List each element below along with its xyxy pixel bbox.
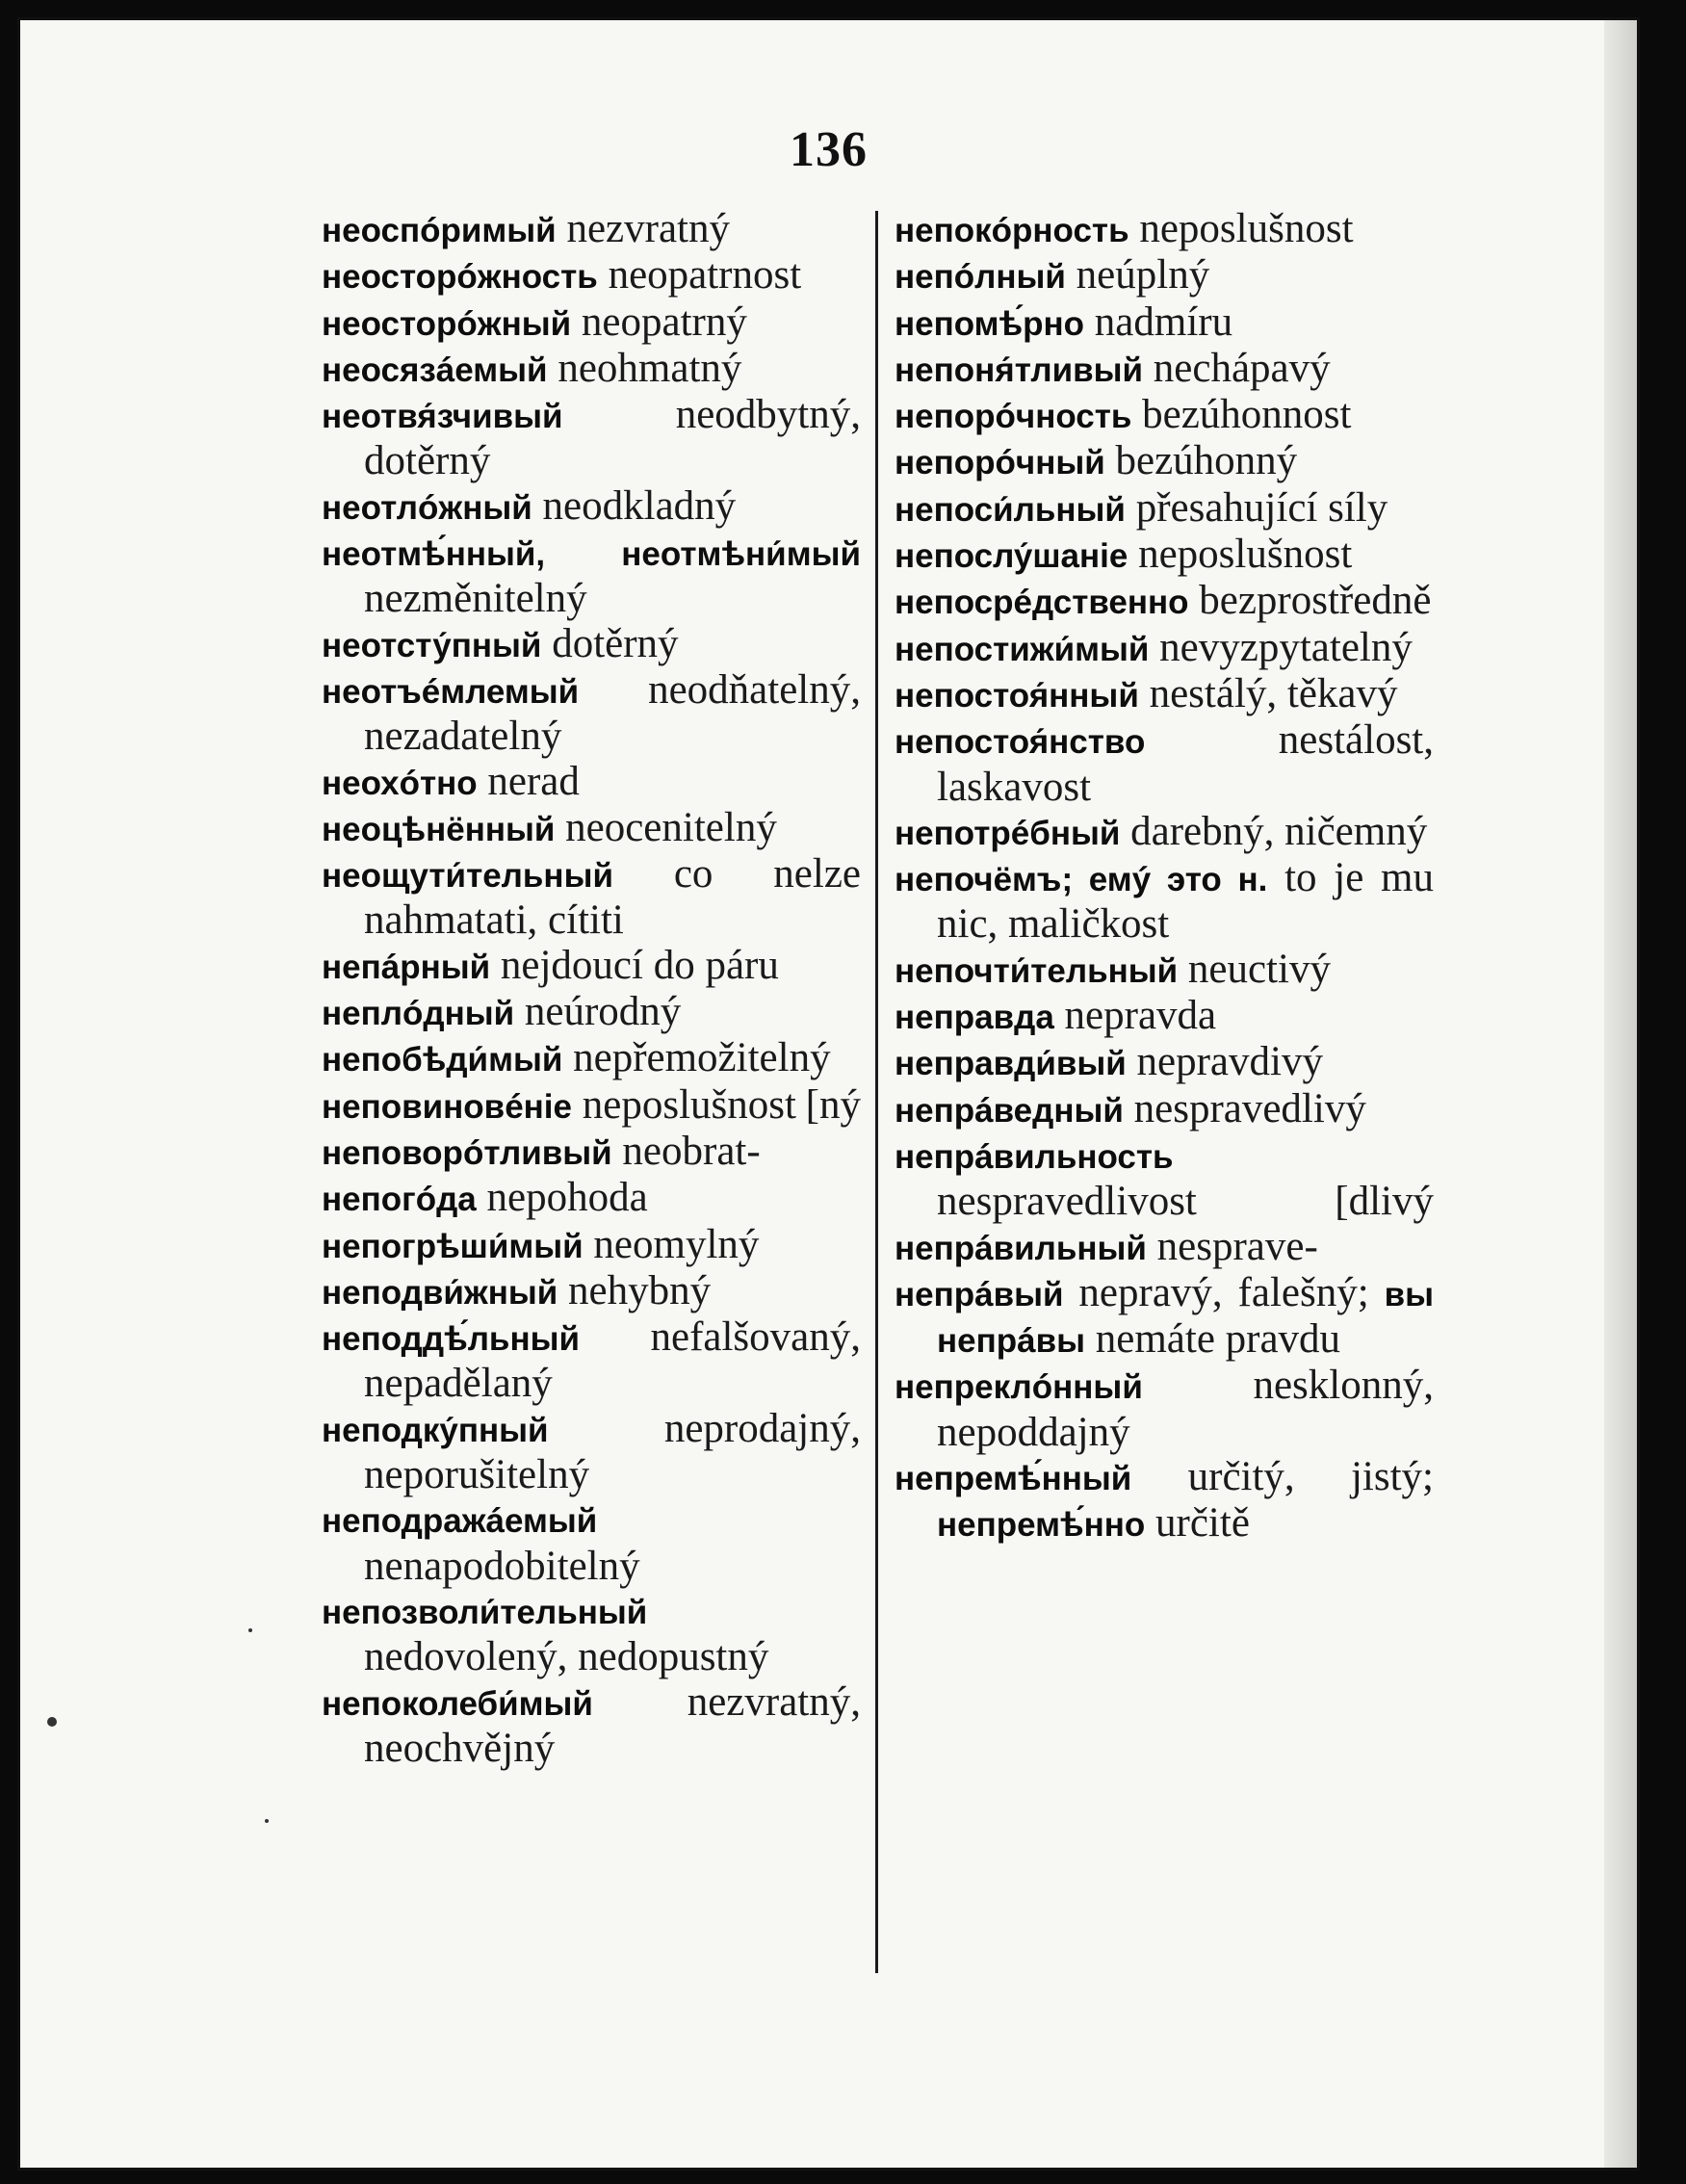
entry-definition: nezměnitelný bbox=[364, 576, 587, 622]
dictionary-entry bbox=[322, 1036, 861, 1082]
entry-headword: непрáвый bbox=[895, 1275, 1064, 1313]
entry-definition: dotěrný bbox=[552, 620, 679, 666]
dictionary-entry bbox=[322, 531, 861, 622]
dictionary-entry bbox=[895, 439, 1434, 485]
entry-headword: неосторóжность bbox=[322, 258, 598, 297]
dictionary-entry bbox=[322, 1497, 861, 1589]
entry-headword: непобѣди́мый bbox=[322, 1041, 563, 1079]
entry-headword: неотсту́пный bbox=[322, 626, 542, 664]
entry-headword: непрáвильный bbox=[895, 1229, 1147, 1267]
entry-headword: неотъéмлемый bbox=[322, 672, 580, 711]
entry-definition: nepohoda bbox=[486, 1175, 648, 1221]
entry-definition: neodňatelný, nezadatelný bbox=[364, 666, 861, 760]
dictionary-entry bbox=[322, 806, 861, 852]
dictionary-entry bbox=[322, 1083, 861, 1130]
entry-headword: непоколеби́мый bbox=[322, 1684, 593, 1723]
entry-headword: неосязáемый bbox=[322, 351, 548, 389]
entry-definition: nejdoucí do páru bbox=[500, 942, 779, 988]
entry-definition: neposlušnost bbox=[1138, 532, 1353, 578]
dictionary-entry bbox=[322, 1223, 861, 1269]
dictionary-entry bbox=[322, 760, 861, 806]
entry-headword: непогóда bbox=[322, 1181, 477, 1219]
entry-definition: nezvratný bbox=[566, 206, 730, 251]
dictionary-entry bbox=[322, 1407, 861, 1498]
entry-definition: neposlušnost bbox=[582, 1081, 796, 1128]
entry-definition: nehybný bbox=[568, 1267, 712, 1313]
entry-headword: непóлный bbox=[895, 258, 1066, 297]
entry-headword: неоспóримый bbox=[322, 212, 557, 249]
entry-definition: neposlušnost bbox=[1139, 206, 1354, 251]
dictionary-entry bbox=[322, 944, 861, 990]
entry-definition: nenapodobitelný bbox=[364, 1543, 640, 1589]
dictionary-entry bbox=[895, 1087, 1434, 1133]
entry-definition: neodbytný, dotěrný bbox=[364, 392, 861, 484]
entry-headword: непостоя́нный bbox=[895, 676, 1139, 715]
entry-headword: непостоя́нство bbox=[895, 723, 1146, 762]
entry-headword: неощути́тельный bbox=[322, 857, 613, 896]
entry-definition: přesahující síly bbox=[1135, 484, 1388, 531]
dictionary-entry bbox=[895, 1271, 1434, 1365]
entry-headword: непозволи́тельный bbox=[322, 1593, 648, 1631]
dictionary-entry bbox=[895, 533, 1434, 579]
dictionary-entry bbox=[895, 1040, 1434, 1086]
entry-headword: непрáведный bbox=[895, 1091, 1124, 1130]
entry-headword: непремѣ́нный bbox=[895, 1460, 1132, 1498]
dictionary-entry bbox=[895, 810, 1434, 856]
dictionary-page bbox=[17, 17, 1640, 2171]
entry-headword: непреклóнный bbox=[895, 1368, 1143, 1407]
entry-definition: nezvratný, neochvějný bbox=[364, 1678, 861, 1771]
entry-subheadword: вы непрáвы bbox=[937, 1275, 1434, 1361]
entry-definition: nedovolený, nedopustný bbox=[364, 1634, 769, 1680]
entry-definition: nesklonný, nepoddajný bbox=[937, 1363, 1434, 1455]
entry-headword: неповорóтливый bbox=[322, 1133, 612, 1172]
dictionary-entry bbox=[895, 207, 1434, 253]
entry-headword: непостижи́мый bbox=[895, 630, 1150, 668]
entry-headword: непосрéдственно bbox=[895, 584, 1189, 622]
entry-subdefinition: nemáte pravdu bbox=[1095, 1316, 1341, 1363]
dictionary-entry bbox=[322, 622, 861, 668]
dictionary-entry bbox=[322, 484, 861, 531]
entry-definition: bezúhonnost bbox=[1142, 392, 1352, 438]
entry-headword: неотвя́зчивый bbox=[322, 398, 563, 436]
carry-over-fragment: [ný bbox=[805, 1081, 861, 1128]
dictionary-entry bbox=[322, 1130, 861, 1176]
page-number: 136 bbox=[790, 122, 868, 177]
entry-headword: непорóчный bbox=[895, 444, 1105, 482]
entry-headword: неплóдный bbox=[322, 995, 515, 1033]
page-edge-shadow bbox=[1604, 20, 1637, 2168]
entry-definition: neodkladný bbox=[542, 482, 737, 529]
print-speck bbox=[265, 1819, 269, 1823]
dictionary-entry bbox=[895, 1455, 1434, 1548]
dictionary-entry bbox=[322, 207, 861, 253]
entry-definition: nadmíru bbox=[1094, 299, 1233, 345]
entry-headword: неотмѣ́нный, неотмѣни́мый bbox=[322, 535, 861, 574]
dictionary-entry bbox=[895, 948, 1434, 994]
dictionary-entry bbox=[895, 300, 1434, 347]
entry-definition: nepravda bbox=[1064, 993, 1217, 1039]
entry-definition: nefalšovaný, nepadělaný bbox=[364, 1314, 861, 1407]
left-column bbox=[322, 207, 861, 1771]
entry-definition: co nelze nahmatati, cítiti bbox=[364, 851, 861, 944]
dictionary-entry bbox=[895, 1225, 1434, 1271]
entry-definition: darebný, ničemný bbox=[1130, 808, 1428, 854]
entry-definition: neobrat- bbox=[622, 1128, 761, 1174]
entry-headword: непочёмъ; емý это н. bbox=[895, 861, 1268, 899]
print-speck bbox=[248, 1628, 252, 1632]
entry-headword: непослу́шаніе bbox=[895, 537, 1128, 576]
dictionary-entry bbox=[322, 990, 861, 1036]
dictionary-entry bbox=[895, 856, 1434, 948]
entry-definition: neopatrný bbox=[581, 299, 747, 345]
dictionary-entry bbox=[895, 579, 1434, 625]
entry-definition: neohmatný bbox=[558, 345, 742, 391]
entry-definition: nepravý, falešný; bbox=[1078, 1269, 1369, 1315]
entry-definition: nepřemožitelný bbox=[573, 1035, 831, 1081]
entry-definition: nerad bbox=[487, 758, 580, 804]
entry-headword: неотлóжный bbox=[322, 488, 532, 527]
entry-headword: неподку́пный bbox=[322, 1411, 549, 1449]
entry-definition: neúrodný bbox=[524, 989, 682, 1035]
dictionary-entry bbox=[322, 253, 861, 299]
dictionary-entry bbox=[895, 718, 1434, 810]
entry-definition: nesprave- bbox=[1156, 1223, 1318, 1269]
dictionary-entry bbox=[895, 486, 1434, 533]
entry-headword: неосторóжный bbox=[322, 304, 572, 343]
dictionary-entry bbox=[322, 393, 861, 484]
entry-definition: nespravedlivý bbox=[1133, 1085, 1366, 1131]
entry-headword: неправди́вый bbox=[895, 1045, 1127, 1083]
entry-definition: neocenitelný bbox=[565, 804, 777, 850]
entry-definition: nestálý, těkavý bbox=[1149, 670, 1398, 716]
entry-definition: neopatrnost bbox=[608, 252, 802, 299]
entry-definition: nestálost, laskavost bbox=[937, 717, 1434, 810]
entry-headword: неподражáемый bbox=[322, 1502, 598, 1541]
dictionary-entry bbox=[895, 253, 1434, 299]
entry-definition: bezúhonný bbox=[1115, 438, 1298, 484]
entry-subdefinition: určitě bbox=[1155, 1500, 1250, 1547]
dictionary-entry bbox=[322, 1589, 861, 1680]
entry-definition: neúplný bbox=[1076, 252, 1210, 299]
entry-headword: неправда bbox=[895, 999, 1054, 1037]
dictionary-entry bbox=[322, 1176, 861, 1222]
entry-headword: неохóтно bbox=[322, 764, 478, 802]
entry-headword: непогрѣши́мый bbox=[322, 1227, 584, 1265]
dictionary-entry bbox=[322, 668, 861, 760]
entry-headword: непáрный bbox=[322, 948, 491, 986]
dictionary-entry bbox=[322, 852, 861, 944]
dictionary-entry bbox=[895, 1133, 1434, 1225]
dictionary-entry bbox=[322, 1269, 861, 1315]
entry-headword: непокóрность bbox=[895, 212, 1129, 249]
dictionary-entry bbox=[322, 1315, 861, 1407]
entry-headword: неоцѣнённый bbox=[322, 810, 556, 848]
entry-definition: bezprostředně bbox=[1199, 578, 1432, 624]
entry-headword: непрáвильность bbox=[895, 1137, 1174, 1176]
entry-definition: to je mu nic, maličkost bbox=[937, 855, 1434, 948]
entry-headword: неподдѣ́льный bbox=[322, 1320, 580, 1359]
dictionary-entry bbox=[322, 300, 861, 347]
carry-over-fragment: [dlivý bbox=[1335, 1179, 1434, 1225]
dictionary-entry bbox=[895, 672, 1434, 718]
dictionary-entry bbox=[895, 393, 1434, 439]
dictionary-entry bbox=[322, 347, 861, 393]
dictionary-entry bbox=[895, 626, 1434, 672]
entry-definition: nespravedlivost bbox=[937, 1179, 1197, 1225]
entry-headword: непорóчность bbox=[895, 398, 1132, 436]
right-column bbox=[895, 207, 1434, 1548]
entry-definition: nepravdivý bbox=[1136, 1039, 1323, 1085]
dictionary-entry bbox=[895, 994, 1434, 1040]
entry-headword: непоси́льный bbox=[895, 490, 1126, 529]
entry-definition: nevyzpytatelný bbox=[1159, 624, 1413, 670]
entry-headword: непомѣ́рно bbox=[895, 304, 1085, 343]
entry-definition: neuctivý bbox=[1187, 946, 1331, 992]
entry-definition: nechápavý bbox=[1153, 345, 1331, 391]
entry-headword: непотрéбный bbox=[895, 814, 1121, 852]
entry-definition: neprodajný, neporušitelný bbox=[364, 1405, 861, 1498]
dictionary-entry bbox=[895, 347, 1434, 393]
entry-definition: neomylný bbox=[593, 1221, 760, 1267]
column-divider bbox=[875, 211, 878, 1973]
entry-headword: неповиновéніе bbox=[322, 1087, 572, 1126]
entry-headword: неподви́жный bbox=[322, 1273, 558, 1312]
entry-headword: непоня́тливый bbox=[895, 351, 1144, 389]
dictionary-entry bbox=[322, 1680, 861, 1772]
entry-definition: určitý, jistý; bbox=[1187, 1454, 1434, 1500]
entry-headword: непочти́тельный bbox=[895, 951, 1179, 990]
print-speck bbox=[47, 1717, 57, 1727]
dictionary-entry bbox=[895, 1364, 1434, 1455]
entry-subheadword: непремѣ́нно bbox=[937, 1506, 1146, 1545]
